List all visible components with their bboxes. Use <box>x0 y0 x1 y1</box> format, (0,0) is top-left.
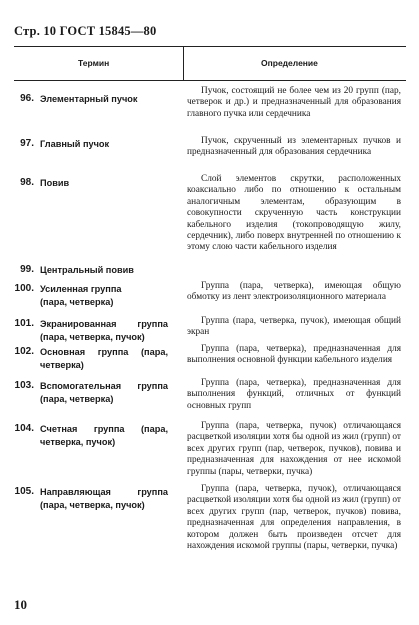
entry-term: Усиленная группа (пара, четверка) <box>40 284 122 307</box>
entry-term: Вспомогательная группа (пара, четверка) <box>40 381 168 404</box>
entry-number: 97. <box>20 138 34 149</box>
entry-term: Направляющая группа (пара, четверка, пучок) <box>40 487 168 510</box>
entry-definition: Пучок, скрученный из элементарных пучков и предназначенный для образования сердечника <box>187 136 401 158</box>
entry-term: Экранированная группа (пара, четверка, пучок) <box>40 319 168 342</box>
page-header: Стр. 10 ГОСТ 15845—80 <box>14 24 157 38</box>
page-number: 10 <box>14 597 27 612</box>
entry-term: Счетная группа (пара, четверка, пучок) <box>40 424 168 447</box>
entry-number: 103. <box>14 380 34 391</box>
entry-term: Основная группа (пара, четверка) <box>40 347 168 370</box>
entry-number: 102. <box>14 346 34 357</box>
entry-definition: Группа (пара, четверка), предназначенная для выполнения функций, отличных от функций основных групп <box>187 378 401 411</box>
entry-number: 100. <box>14 283 34 294</box>
column-divider <box>183 46 184 80</box>
entry-definition: Слой элементов скрутки, расположенных коаксиально либо по отношению к остальным аналогичным элементам, образующим в совокупности скрученную часть конструкции кабельного изделия (токопроводящую жилу, сердечник), либо поверх внутренней по отношению к этому слою части кабельного изделия <box>187 174 401 253</box>
entry-number: 96. <box>20 93 34 104</box>
entry-number: 104. <box>14 423 34 434</box>
entry-definition: Группа (пара, четверка), предназначенная для выполнения основной функции кабельного изделия <box>187 344 401 366</box>
table-head-rule <box>14 80 406 81</box>
column-header-term: Термин <box>78 58 110 68</box>
column-header-definition: Определение <box>261 58 318 68</box>
entry-term: Главный пучок <box>40 139 110 149</box>
entry-definition: Группа (пара, четверка, пучок), имеющая общий экран <box>187 316 401 338</box>
entry-term: Повив <box>40 178 70 188</box>
entry-term: Элементарный пучок <box>40 94 138 104</box>
entry-definition: Пучок, состоящий не более чем из 20 групп (пар, четверок и др.) и предназначенный для образования главного пучка или сердечника <box>187 86 401 119</box>
entry-definition: Группа (пара, четверка, пучок), отличающаяся расцветкой изоляции хотя бы одной из жил (групп) от всех других групп (пар, четверок, пучков) повива, предназначенная для определения направления, в котором должен быть произведен отсчет для нахождения искомой группы (пары, четверки, пучка) <box>187 484 401 552</box>
entry-term: Центральный повив <box>40 265 134 275</box>
entry-number: 101. <box>14 318 34 329</box>
entry-number: 98. <box>20 177 34 188</box>
entry-number: 105. <box>14 486 34 497</box>
table-top-rule <box>14 46 406 47</box>
entry-definition: Группа (пара, четверка), имеющая общую обмотку из лент электроизоляционного материала <box>187 281 401 303</box>
entry-definition: Группа (пара, четверка, пучок) отличающаяся расцветкой изоляции хотя бы одной из жил (групп) от всех других групп (пар, четверок, пучков), повива и предназначенная для нахождения от нее искомой группы (пары, четверки, пучка) <box>187 421 401 477</box>
entry-number: 99. <box>20 264 34 275</box>
